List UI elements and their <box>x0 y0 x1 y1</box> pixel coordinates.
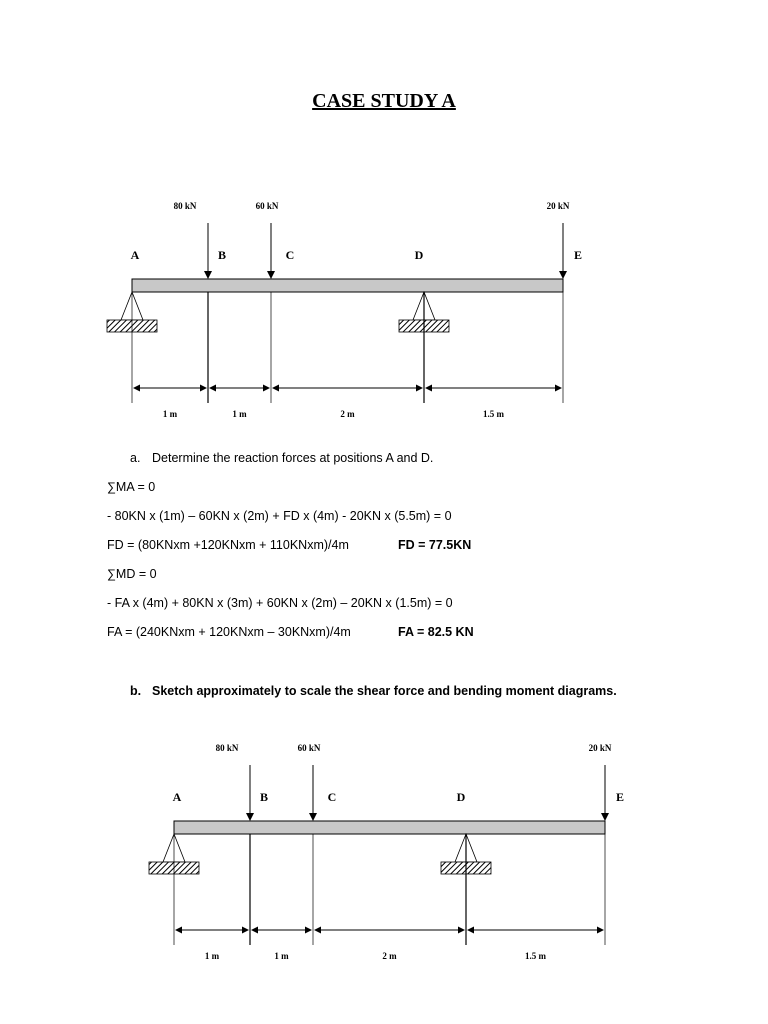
dim-head-l-2 <box>272 385 279 392</box>
dim-head-l-0 <box>133 385 140 392</box>
beam <box>132 279 563 292</box>
dim-head-r-3 <box>555 385 562 392</box>
page-title: CASE STUDY A <box>312 90 456 112</box>
dim-head-l-2 <box>314 927 321 934</box>
dim-head-r-0 <box>200 385 207 392</box>
span-label-2: 2 m <box>382 951 397 961</box>
load-arrowhead-2 <box>559 271 567 279</box>
result-fa: FA = 82.5 KN <box>398 625 474 639</box>
beam-diagram-top <box>0 195 768 425</box>
question-b <box>130 684 617 698</box>
question-b-letter: b. <box>130 684 142 698</box>
load-label-0: 80 kN <box>173 201 197 211</box>
dim-head-r-3 <box>597 927 604 934</box>
question-b-text: Sketch approximately to scale the shear force and bending moment diagrams. <box>152 684 617 698</box>
point-label-a: A <box>172 790 182 804</box>
dim-head-l-0 <box>175 927 182 934</box>
dim-head-r-0 <box>242 927 249 934</box>
equation-moment-d: - FA x (4m) + 80KN x (3m) + 60KN x (2m) – 20KN x (1.5m) = 0 <box>107 596 453 610</box>
beam-diagram-bottom <box>0 737 768 967</box>
dim-head-r-2 <box>458 927 465 934</box>
dim-head-r-2 <box>416 385 423 392</box>
equation-sum-md: ∑MD = 0 <box>107 567 157 581</box>
point-label-a: A <box>130 248 140 262</box>
span-label-3: 1.5 m <box>483 409 504 419</box>
load-label-1: 60 kN <box>255 201 279 211</box>
load-arrowhead-0 <box>204 271 212 279</box>
point-label-b: B <box>217 248 227 262</box>
beam-group <box>107 201 582 419</box>
load-arrowhead-0 <box>246 813 254 821</box>
point-label-b: B <box>259 790 269 804</box>
load-label-2: 20 kN <box>588 743 612 753</box>
load-arrowhead-1 <box>309 813 317 821</box>
dim-head-r-1 <box>263 385 270 392</box>
result-fd: FD = 77.5KN <box>398 538 472 552</box>
beam <box>174 821 605 834</box>
load-label-2: 20 kN <box>546 201 570 211</box>
dim-head-r-1 <box>305 927 312 934</box>
load-arrowhead-1 <box>267 271 275 279</box>
equation-fd: FD = (80KNxm +120KNxm + 110KNxm)/4m <box>107 538 349 552</box>
question-a <box>130 451 433 465</box>
load-label-1: 60 kN <box>297 743 321 753</box>
beam-group <box>149 743 624 961</box>
load-arrowhead-2 <box>601 813 609 821</box>
point-label-e: E <box>573 248 583 262</box>
equation-sum-ma: ∑MA = 0 <box>107 480 156 494</box>
point-label-c: C <box>285 248 295 262</box>
point-label-c: C <box>327 790 337 804</box>
dim-head-l-1 <box>209 385 216 392</box>
span-label-3: 1.5 m <box>525 951 546 961</box>
question-a-text: Determine the reaction forces at positions A and D. <box>152 451 434 465</box>
span-label-0: 1 m <box>162 409 178 419</box>
equation-fa: FA = (240KNxm + 120KNxm – 30KNxm)/4m <box>107 625 351 639</box>
span-label-2: 2 m <box>340 409 355 419</box>
point-label-d: D <box>456 790 466 804</box>
load-label-0: 80 kN <box>215 743 239 753</box>
point-label-d: D <box>414 248 424 262</box>
dim-head-l-1 <box>251 927 258 934</box>
span-label-1: 1 m <box>232 409 247 419</box>
equation-moment-a: - 80KN x (1m) – 60KN x (2m) + FD x (4m) - 20KN x (5.5m) = 0 <box>107 509 452 523</box>
span-label-1: 1 m <box>274 951 289 961</box>
question-a-letter: a. <box>130 451 141 465</box>
dim-head-l-3 <box>425 385 432 392</box>
point-label-e: E <box>615 790 625 804</box>
span-label-0: 1 m <box>204 951 220 961</box>
dim-head-l-3 <box>467 927 474 934</box>
